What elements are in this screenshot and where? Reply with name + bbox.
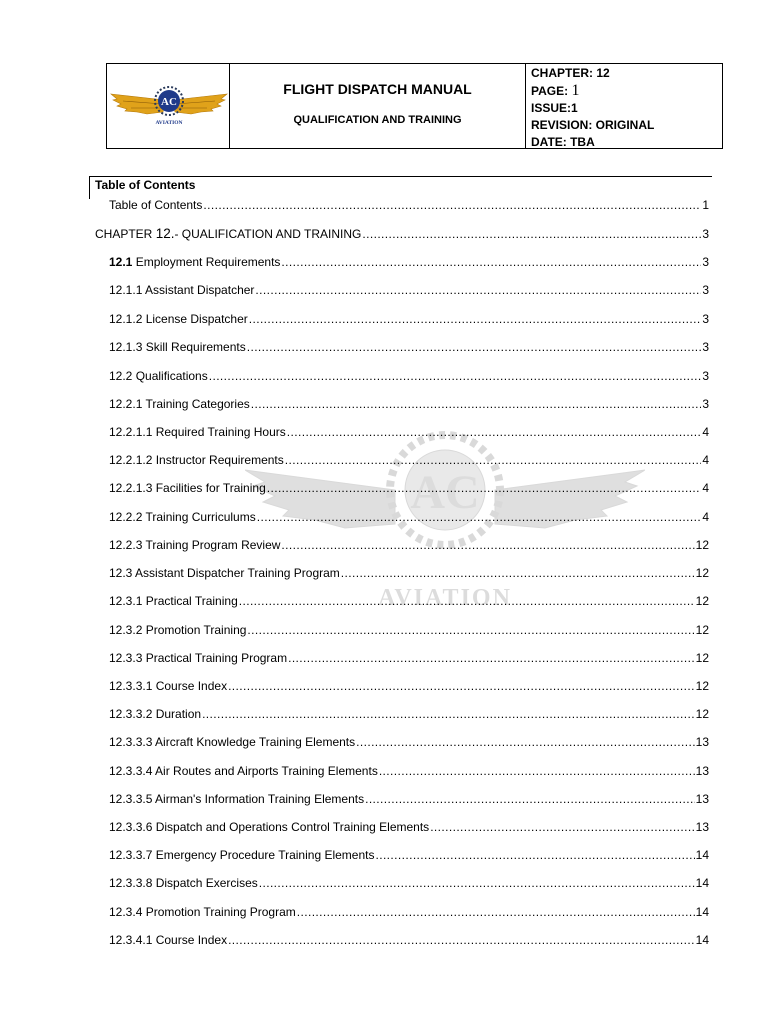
toc-leader — [281, 253, 701, 271]
toc-leader — [257, 508, 702, 526]
toc-entry-page: 14 — [695, 876, 709, 890]
toc-entry-label — [95, 225, 361, 243]
toc-leader — [259, 874, 695, 892]
toc-entry[interactable] — [109, 310, 709, 328]
toc-entry-page: 3 — [702, 340, 709, 354]
toc-entry[interactable] — [95, 225, 709, 243]
toc-entry-label: 12.1.3 Skill Requirements — [109, 340, 246, 354]
toc-entry[interactable] — [109, 733, 709, 751]
toc-chapter-number: 12. — [155, 226, 175, 241]
toc-entry-page: 14 — [695, 905, 709, 919]
toc-leader — [255, 281, 701, 299]
toc-entry[interactable] — [109, 253, 709, 271]
toc-entry[interactable] — [109, 903, 709, 921]
toc-entry[interactable] — [109, 367, 709, 385]
toc-leader — [285, 451, 702, 469]
toc-entry-page: 13 — [695, 792, 709, 806]
toc-leader — [430, 818, 694, 836]
toc-leader — [202, 705, 695, 723]
toc-entry-page: 12 — [695, 623, 709, 637]
page-label — [531, 82, 722, 100]
toc-entry[interactable] — [109, 762, 709, 780]
toc-leader — [247, 338, 702, 356]
document-header — [106, 63, 723, 149]
toc-leader — [267, 479, 702, 497]
toc-entry-label — [109, 253, 280, 271]
toc-entry-page: 12 — [695, 707, 709, 721]
toc-entry[interactable] — [109, 564, 709, 582]
watermark-caption: AVIATION — [378, 585, 512, 611]
toc-entry[interactable] — [109, 479, 709, 497]
toc-entry-page: 3 — [702, 397, 709, 411]
toc-entry-page: 14 — [695, 848, 709, 862]
toc-entry-label: 12.3 Assistant Dispatcher Training Program — [109, 566, 340, 580]
toc-entry[interactable] — [109, 338, 709, 356]
toc-leader — [203, 196, 701, 214]
toc-entry-page: 13 — [695, 820, 709, 834]
toc-entry-label: 12.2.3 Training Program Review — [109, 538, 281, 552]
toc-entry-label: 12.3.3.4 Air Routes and Airports Training Elements — [109, 764, 378, 778]
toc-entry-label: 12.3.3.1 Course Index — [109, 679, 228, 693]
toc-entry[interactable] — [109, 451, 709, 469]
toc-entry[interactable] — [109, 649, 709, 667]
toc-entry-label: 12.3.3.5 Airman's Information Training Elements — [109, 792, 365, 806]
toc-entry-page: 13 — [695, 764, 709, 778]
toc-leader — [297, 903, 695, 921]
toc-entry-page: 3 — [702, 227, 709, 241]
chapter-label: CHAPTER: 12 — [531, 66, 610, 80]
toc-entry-label: 12.2.1.1 Required Training Hours — [109, 425, 286, 439]
toc-entry-label: 12.2.1.3 Facilities for Training — [109, 481, 266, 495]
toc-entry-label: 12.3.4.1 Course Index — [109, 933, 228, 947]
date-label: DATE: TBA — [531, 135, 595, 149]
toc-entry-page: 13 — [695, 735, 709, 749]
toc-leader — [209, 367, 702, 385]
toc-entry-label: 12.3.4 Promotion Training Program — [109, 905, 296, 919]
toc-entry-page: 12 — [695, 594, 709, 608]
toc-leader — [228, 931, 695, 949]
issue-label: ISSUE:1 — [531, 101, 578, 115]
toc-entry-label: 12.3.3.6 Dispatch and Operations Control Training Elements — [109, 820, 430, 834]
toc-entry-page: 4 — [702, 453, 709, 467]
toc-entry-page: 12 — [695, 651, 709, 665]
toc-leader — [287, 423, 702, 441]
toc-entry[interactable] — [109, 281, 709, 299]
toc-entry-label: 12.2 Qualifications — [109, 369, 208, 383]
toc-entry[interactable] — [109, 818, 709, 836]
toc-leader — [362, 225, 701, 243]
toc-entry[interactable] — [109, 931, 709, 949]
title-cell — [230, 64, 526, 148]
page-number: 1 — [571, 82, 580, 99]
toc-leader — [281, 536, 694, 554]
manual-subtitle: QUALIFICATION AND TRAINING — [293, 114, 462, 126]
toc-entry-label: 12.2.1 Training Categories — [109, 397, 250, 411]
toc-entry-label: 12.3.3.2 Duration — [109, 707, 202, 721]
toc-entry-page: 3 — [702, 312, 709, 326]
toc-entry[interactable] — [109, 508, 709, 526]
toc-leader — [341, 564, 695, 582]
toc-entry-page: 12 — [695, 566, 709, 580]
toc-entry[interactable] — [109, 846, 709, 864]
toc-section-title: Employment Requirements — [132, 255, 281, 269]
toc-entry-label: 12.3.3.7 Emergency Procedure Training Elements — [109, 848, 375, 862]
manual-title: FLIGHT DISPATCH MANUAL — [283, 81, 472, 97]
toc-entry-page: 4 — [702, 481, 709, 495]
toc-entry-page: 12 — [695, 679, 709, 693]
toc-entry-label: 12.2.1.2 Instructor Requirements — [109, 453, 284, 467]
toc-entry-page: 4 — [702, 510, 709, 524]
toc-entry[interactable] — [109, 677, 709, 695]
aviation-logo — [107, 64, 229, 150]
toc-entry[interactable] — [109, 423, 709, 441]
toc-leader — [228, 677, 695, 695]
toc-chapter-prefix: CHAPTER — [95, 227, 156, 241]
toc-leader — [251, 395, 702, 413]
toc-entry-page: 3 — [702, 255, 709, 269]
toc-entry-page: 3 — [702, 283, 709, 297]
logo-emblem-text: AC — [161, 96, 177, 108]
toc-leader — [239, 592, 695, 610]
toc-entry[interactable] — [109, 592, 709, 610]
toc-entry[interactable] — [109, 874, 709, 892]
toc-entry-page: 1 — [702, 198, 709, 212]
toc-section-number: 12.1 — [109, 255, 133, 269]
toc-entry[interactable] — [109, 621, 709, 639]
toc-entry-label: 12.3.3.8 Dispatch Exercises — [109, 876, 258, 890]
toc-leader — [247, 621, 694, 639]
toc-entry[interactable] — [109, 705, 709, 723]
toc-entry-label: 12.3.3 Practical Training Program — [109, 651, 288, 665]
toc-entry-label: 12.3.1 Practical Training — [109, 594, 238, 608]
toc-entry-page: 12 — [695, 538, 709, 552]
toc-entry[interactable] — [109, 196, 709, 214]
logo-cell — [107, 64, 230, 148]
toc-entry[interactable] — [109, 790, 709, 808]
revision-label: REVISION: ORIGINAL — [531, 118, 655, 132]
meta-cell — [526, 64, 722, 148]
toc-leader — [375, 846, 694, 864]
toc-entry-label: 12.3.2 Promotion Training — [109, 623, 247, 637]
toc-leader — [356, 733, 695, 751]
toc-leader — [365, 790, 695, 808]
toc-entry[interactable] — [109, 395, 709, 413]
toc-leader — [288, 649, 695, 667]
toc-entry-label: 12.1.2 License Dispatcher — [109, 312, 248, 326]
toc-entry-label: 12.1.1 Assistant Dispatcher — [109, 283, 255, 297]
page-label-text: PAGE: — [531, 84, 569, 98]
toc-entry[interactable] — [109, 536, 709, 554]
toc-leader — [249, 310, 702, 328]
toc-leader — [379, 762, 695, 780]
toc-entry-label: 12.2.2 Training Curriculums — [109, 510, 256, 524]
toc-heading: Table of Contents — [95, 178, 196, 192]
toc-chapter-title: - QUALIFICATION AND TRAINING — [174, 227, 362, 241]
toc-entry-page: 3 — [702, 369, 709, 383]
logo-caption: AVIATION — [155, 120, 183, 126]
toc-entry-page: 4 — [702, 425, 709, 439]
toc-entry-page: 14 — [695, 933, 709, 947]
toc-entry-label: Table of Contents — [109, 198, 203, 212]
watermark-emblem-text: AC — [410, 466, 480, 519]
toc-entry-label: 12.3.3.3 Aircraft Knowledge Training Elements — [109, 735, 356, 749]
